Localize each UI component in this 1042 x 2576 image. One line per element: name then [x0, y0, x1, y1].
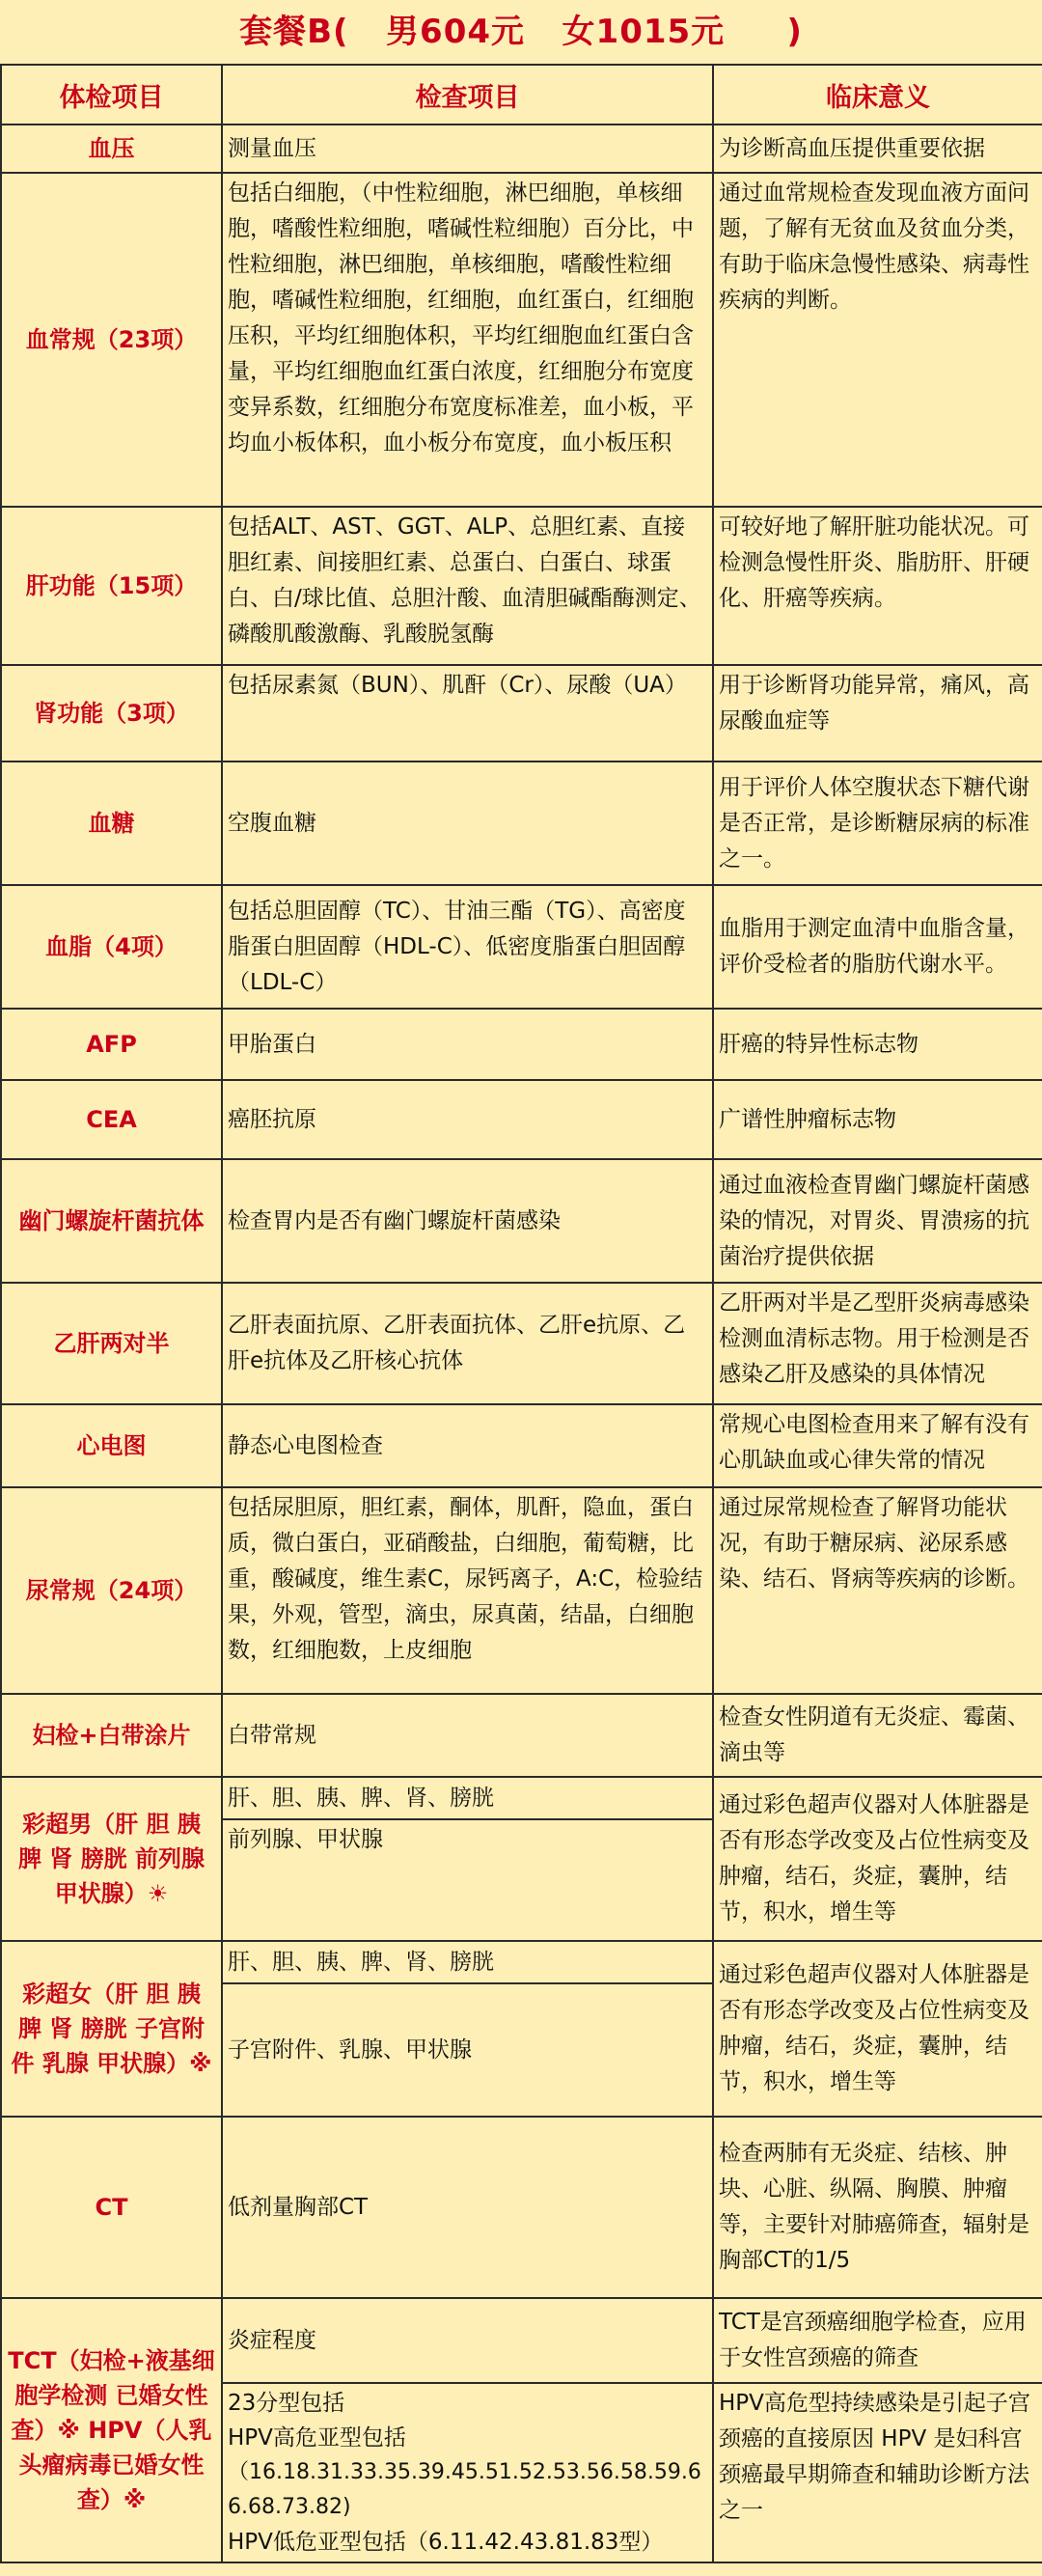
row-items: 子宫附件、乳腺、甲状腺: [222, 1983, 713, 2117]
checkup-table: [0, 64, 1042, 2563]
row-items: 前列腺、甲状腺: [222, 1819, 713, 1941]
hpv-line: （16.18.31.33.35.39.45.51.52.53.56.58.59.66.68.73.82): [228, 2460, 701, 2519]
row-significance: 通过彩色超声仪器对人体脏器是否有形态学改变及占位性病变及肿瘤，结石，炎症，囊肿，结节，积水，增生等: [713, 1777, 1042, 1941]
row-name: 尿常规（24项）: [1, 1487, 222, 1694]
table-row-kidney-function: [1, 665, 1042, 762]
row-name: 肾功能（3项）: [1, 665, 222, 762]
hpv-line: 23分型包括: [228, 2391, 345, 2416]
table-row-afp: [1, 1009, 1042, 1080]
row-significance: 广谱性肿瘤标志物: [713, 1080, 1042, 1159]
table-row-urine-routine: [1, 1487, 1042, 1694]
row-significance: 通过尿常规检查了解肾功能状况，有助于糖尿病、泌尿系感染、结石、肾病等疾病的诊断。: [713, 1487, 1042, 1694]
row-name: 幽门螺旋杆菌抗体: [1, 1159, 222, 1283]
package-title: 套餐B( 男604元 女1015元 ): [239, 13, 803, 51]
row-name: CT: [1, 2117, 222, 2298]
row-items: 乙肝表面抗原、乙肝表面抗体、乙肝e抗原、乙肝e抗体及乙肝核心抗体: [222, 1283, 713, 1404]
row-significance: 常规心电图检查用来了解有没有心肌缺血或心律失常的情况: [713, 1404, 1042, 1487]
row-name: 血脂（4项）: [1, 885, 222, 1009]
row-significance: 用于诊断肾功能异常，痛风，高尿酸血症等: [713, 665, 1042, 762]
row-name: AFP: [1, 1009, 222, 1080]
row-items: 肝、胆、胰、脾、肾、膀胱: [222, 1777, 713, 1819]
table-header-row: [1, 65, 1042, 125]
row-items: 炎症程度: [222, 2298, 713, 2383]
table-row-liver-function: [1, 507, 1042, 665]
header-clinical-significance: 临床意义: [713, 65, 1042, 125]
row-name: 血压: [1, 125, 222, 173]
row-name: 彩超男（肝 胆 胰 脾 肾 膀胱 前列腺 甲状腺）☀: [1, 1777, 222, 1941]
header-check-items: 检查项目: [222, 65, 713, 125]
row-items: 检查胃内是否有幽门螺旋杆菌感染: [222, 1159, 713, 1283]
row-name: CEA: [1, 1080, 222, 1159]
table-row-blood-pressure: [1, 125, 1042, 173]
row-significance: 通过血常规检查发现血液方面问题，了解有无贫血及贫血分类，有助于临床急慢性感染、病毒性疾病的判断。: [713, 173, 1042, 507]
row-name: 心电图: [1, 1404, 222, 1487]
items-text: 包括尿胆原，胆红素，酮体，肌酐，隐血，蛋白质，微白蛋白，亚硝酸盐，白细胞，葡萄糖，比重，酸碱度，维生素C，尿钙离子，A:C，检验结果，外观，管型，滴虫，尿真菌，结晶，白细胞数，红细胞数，上皮细胞: [228, 1495, 703, 1663]
row-items: 癌胚抗原: [222, 1080, 713, 1159]
row-significance: HPV高危型持续感染是引起子宫颈癌的直接原因 HPV 是妇科宫颈癌最早期筛查和辅助诊断方法之一: [713, 2383, 1042, 2562]
row-items: [222, 2383, 713, 2562]
row-items: 白带常规: [222, 1694, 713, 1777]
table-row-ultrasound-male: [1, 1777, 1042, 1819]
row-items: 包括尿素氮（BUN）、肌酐（Cr）、尿酸（UA）: [222, 665, 713, 762]
row-name: 肝功能（15项）: [1, 507, 222, 665]
table-row-cea: [1, 1080, 1042, 1159]
row-significance: 血脂用于测定血清中血脂含量，评价受检者的脂肪代谢水平。: [713, 885, 1042, 1009]
table-row-ecg: [1, 1404, 1042, 1487]
row-significance: 检查女性阴道有无炎症、霉菌、滴虫等: [713, 1694, 1042, 1777]
row-name: 乙肝两对半: [1, 1283, 222, 1404]
table-row-blood-lipid: [1, 885, 1042, 1009]
table-row-gynecology: [1, 1694, 1042, 1777]
table-row-helicobacter: [1, 1159, 1042, 1283]
table-row-tct: [1, 2298, 1042, 2383]
row-significance: 检查两肺有无炎症、结核、肿块、心脏、纵隔、胸膜、肿瘤等，主要针对肺癌筛查，辐射是胸部CT的1/5: [713, 2117, 1042, 2298]
row-name: 血常规（23项）: [1, 173, 222, 507]
row-significance: [713, 1283, 1042, 1404]
row-items: 包括总胆固醇（TC）、甘油三酯（TG）、高密度脂蛋白胆固醇（HDL-C）、低密度脂蛋白胆固醇（LDL-C）: [222, 885, 713, 1009]
row-name: 妇检+白带涂片: [1, 1694, 222, 1777]
row-items: [222, 1487, 713, 1694]
row-items: 甲胎蛋白: [222, 1009, 713, 1080]
row-significance: 可较好地了解肝脏功能状况。可检测急慢性肝炎、脂肪肝、肝硬化、肝癌等疾病。: [713, 507, 1042, 665]
row-items: 空腹血糖: [222, 762, 713, 885]
header-checkup-project: 体检项目: [1, 65, 222, 125]
hpv-line: HPV高危亚型包括: [228, 2425, 406, 2451]
row-items: 包括白细胞，（中性粒细胞，淋巴细胞，单核细胞，嗜酸性粒细胞，嗜碱性粒细胞）百分比，中性粒细胞，淋巴细胞，单核细胞，嗜酸性粒细胞，嗜碱性粒细胞，红细胞，血红蛋白，红细胞压积，平均红细胞体积，平均红细胞血红蛋白含量，平均红细胞血红蛋白浓度，红细胞分布宽度变异系数，红细胞分布宽度标准差，血小板，平均血小板体积，血小板分布宽度，血小板压积: [222, 173, 713, 507]
significance-text: 乙肝两对半是乙型肝炎病毒感染检测血清标志物。用于检测是否感染乙肝及感染的具体情况: [719, 1290, 1029, 1387]
row-significance: 肝癌的特异性标志物: [713, 1009, 1042, 1080]
table-row-hepatitis-b: [1, 1283, 1042, 1404]
table-row-ultrasound-female: [1, 1941, 1042, 1983]
row-significance: 为诊断高血压提供重要依据: [713, 125, 1042, 173]
row-significance: 用于评价人体空腹状态下糖代谢是否正常，是诊断糖尿病的标准之一。: [713, 762, 1042, 885]
row-items: 低剂量胸部CT: [222, 2117, 713, 2298]
row-name: 彩超女（肝 胆 胰 脾 肾 膀胱 子宫附件 乳腺 甲状腺）※: [1, 1941, 222, 2117]
table-row-ct: [1, 2117, 1042, 2298]
row-significance: TCT是宫颈癌细胞学检查，应用于女性宫颈癌的筛查: [713, 2298, 1042, 2383]
table-row-blood-routine: [1, 173, 1042, 507]
row-name: TCT（妇检+液基细胞学检测 已婚女性查）※ HPV（人乳头瘤病毒已婚女性查）※: [1, 2298, 222, 2562]
table-row-blood-glucose: [1, 762, 1042, 885]
row-items: 包括ALT、AST、GGT、ALP、总胆红素、直接胆红素、间接胆红素、总蛋白、白蛋白、球蛋白、白/球比值、总胆汁酸、血清胆碱酯酶测定、磷酸肌酸激酶、乳酸脱氢酶: [222, 507, 713, 665]
row-items: 静态心电图检查: [222, 1404, 713, 1487]
hpv-line: HPV低危亚型包括（6.11.42.43.81.83型）: [228, 2530, 664, 2555]
row-significance: 通过彩色超声仪器对人体脏器是否有形态学改变及占位性病变及肿瘤，结石，炎症，囊肿，结节，积水，增生等: [713, 1941, 1042, 2117]
row-name: 血糖: [1, 762, 222, 885]
row-significance: 通过血液检查胃幽门螺旋杆菌感染的情况，对胃炎、胃溃疡的抗菌治疗提供依据: [713, 1159, 1042, 1283]
row-items: 测量血压: [222, 125, 713, 173]
row-items: 肝、胆、胰、脾、肾、膀胱: [222, 1941, 713, 1983]
